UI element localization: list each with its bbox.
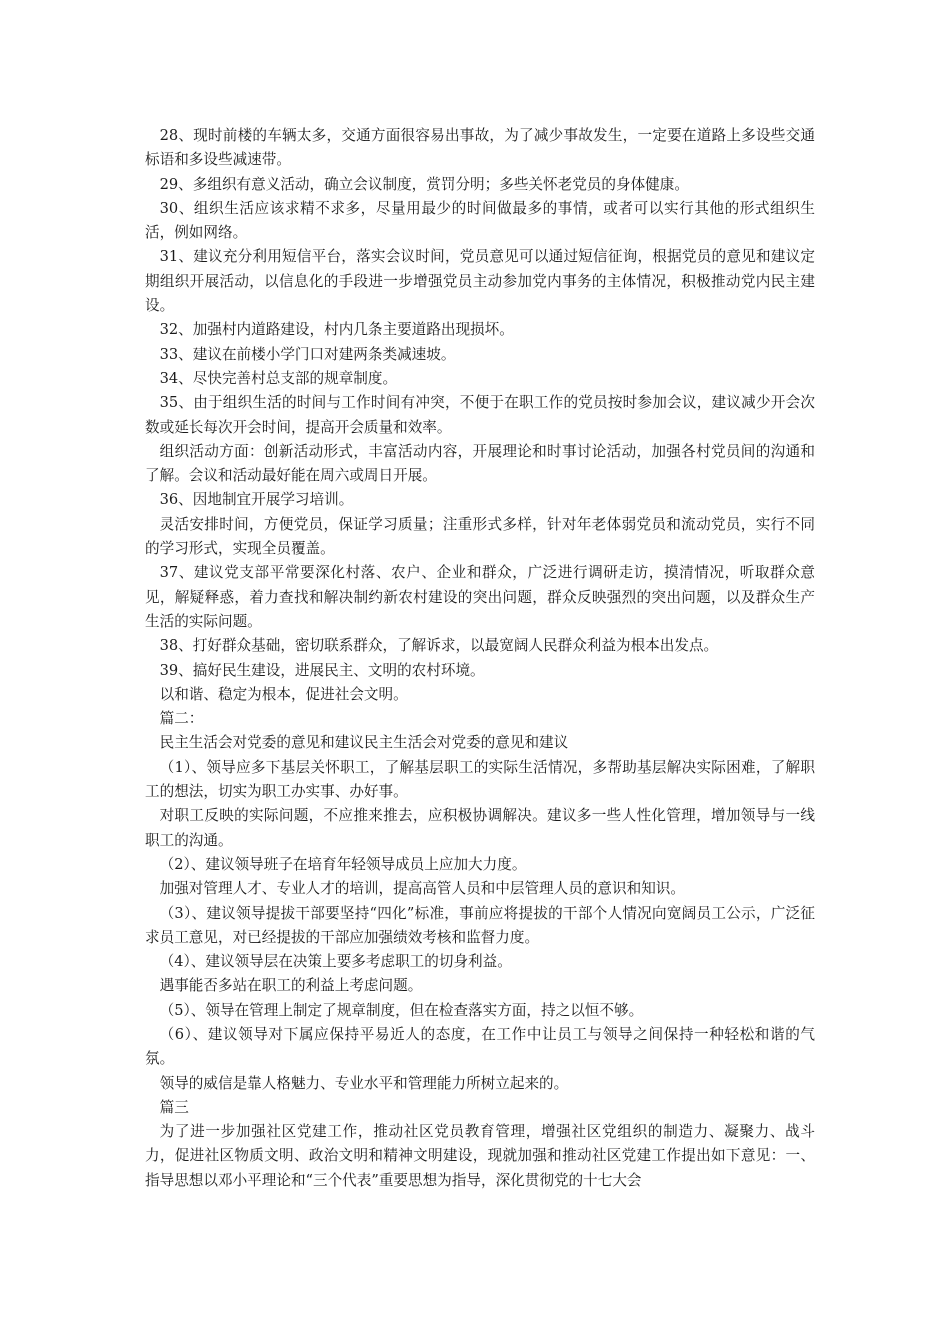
paragraph-item-2-cont: 加强对管理人才、专业人才的培训，提高高管人员和中层管理人员的意识和知识。	[159, 880, 685, 898]
section-heading-3: 篇三	[159, 1098, 189, 1116]
paragraph-leadership: 领导的威信是靠人格魅力、专业水平和管理能力所树立起来的。	[159, 1074, 569, 1092]
paragraph-35: 35、由于组织生活的时间与工作时间有冲突，不便于在职工作的党员按时参加会议，建议减少开会次数或延长每次开会时间，提高开会质量和效率。	[145, 394, 815, 436]
paragraph-item-5: （5）、领导在管理上制定了规章制度，但在检查落实方面，持之以恒不够。	[159, 1001, 644, 1019]
paragraph-39: 39、搞好民生建设，进展民主、文明的农村环境。	[159, 661, 485, 679]
paragraph-item-1-cont: 对职工反映的实际问题，不应推来推去，应积极协调解决。建议多一些人性化管理，增加领导与一线职工的沟通。	[145, 807, 815, 849]
paragraph-item-6: （6）、建议领导对下属应保持平易近人的态度，在工作中让员工与领导之间保持一种轻松和谐的气氛。	[145, 1025, 815, 1068]
section-heading-2: 篇二：	[159, 710, 204, 728]
paragraph-item-4: （4）、建议领导层在决策上要多考虑职工的切身利益。	[159, 953, 512, 971]
paragraph-item-2: （2）、建议领导班子在培育年轻领导成员上应加大力度。	[159, 855, 527, 873]
paragraph-28: 28、现时前楼的车辆太多，交通方面很容易出事故，为了减少事故发生，一定要在道路上多设些交通标语和多设些减速带。	[145, 127, 815, 169]
paragraph-item-4-cont: 遇事能否多站在职工的利益上考虑问题。	[159, 977, 423, 995]
paragraph-29: 29、多组织有意义活动，确立会议制度，赏罚分明；多些关怀老党员的身体健康。	[159, 175, 689, 193]
section-title-2: 民主生活会对党委的意见和建议民主生活会对党委的意见和建议	[159, 734, 569, 752]
paragraph-33: 33、建议在前楼小学门口对建两条类减速坡。	[159, 345, 456, 363]
paragraph-flexible-study: 灵活安排时间，方便党员，保证学习质量；注重形式多样，针对年老体弱党员和流动党员，实行不同的学习形式，实现全员覆盖。	[145, 515, 815, 558]
paragraph-37: 37、建议党支部平常要深化村落、农户、企业和群众，广泛进行调研走访，摸清情况，听取群众意见，解疑释惑，着力查找和解决制约新农村建设的突出问题，群众反映强烈的突出问题，以及群众生产生活的实际问题。	[145, 564, 815, 630]
paragraph-org-activities: 组织活动方面：创新活动形式，丰富活动内容，开展理论和时事讨论活动，加强各村党员间的沟通和了解。会议和活动最好能在周六或周日开展。	[145, 442, 815, 485]
paragraph-34: 34、尽快完善村总支部的规章制度。	[159, 369, 398, 387]
document-body	[145, 124, 815, 1193]
paragraph-30: 30、组织生活应该求精不求多，尽量用最少的时间做最多的事情，或者可以实行其他的形式组织生活，例如网络。	[145, 199, 815, 242]
paragraph-38: 38、打好群众基础，密切联系群众，了解诉求，以最宽阔人民群众利益为根本出发点。	[159, 637, 719, 655]
paragraph-36: 36、因地制宜开展学习培训。	[159, 491, 354, 509]
paragraph-harmony: 以和谐、稳定为根本，促进社会文明。	[159, 685, 408, 703]
paragraph-31: 31、建议充分利用短信平台，落实会议时间，党员意见可以通过短信征询，根据党员的意见和建议定期组织开展活动，以信息化的手段进一步增强党员主动参加党内事务的主体情况，积极推动党内民主建设。	[145, 248, 815, 315]
paragraph-32: 32、加强村内道路建设，村内几条主要道路出现损坏。	[159, 321, 514, 339]
paragraph-section-3-intro: 为了进一步加强社区党建工作，推动社区党员教育管理，增强社区党组织的制造力、凝聚力、战斗力，促进社区物质文明、政治文明和精神文明建设，现就加强和推动社区党建工作提出如下意见：一、指导思想以邓小平理论和“三个代表”重要思想为指导，深化贯彻党的十七大会	[145, 1123, 815, 1189]
paragraph-item-3: （3）、建议领导提拔干部要坚持“四化”标准，事前应将提拔的干部个人情况向宽阔员工公示，广泛征求员工意见，对已经提拔的干部应加强绩效考核和监督力度。	[145, 904, 815, 946]
paragraph-item-1: （1）、领导应多下基层关怀职工，了解基层职工的实际生活情况，多帮助基层解决实际困难，了解职工的想法，切实为职工办实事、办好事。	[145, 758, 815, 801]
